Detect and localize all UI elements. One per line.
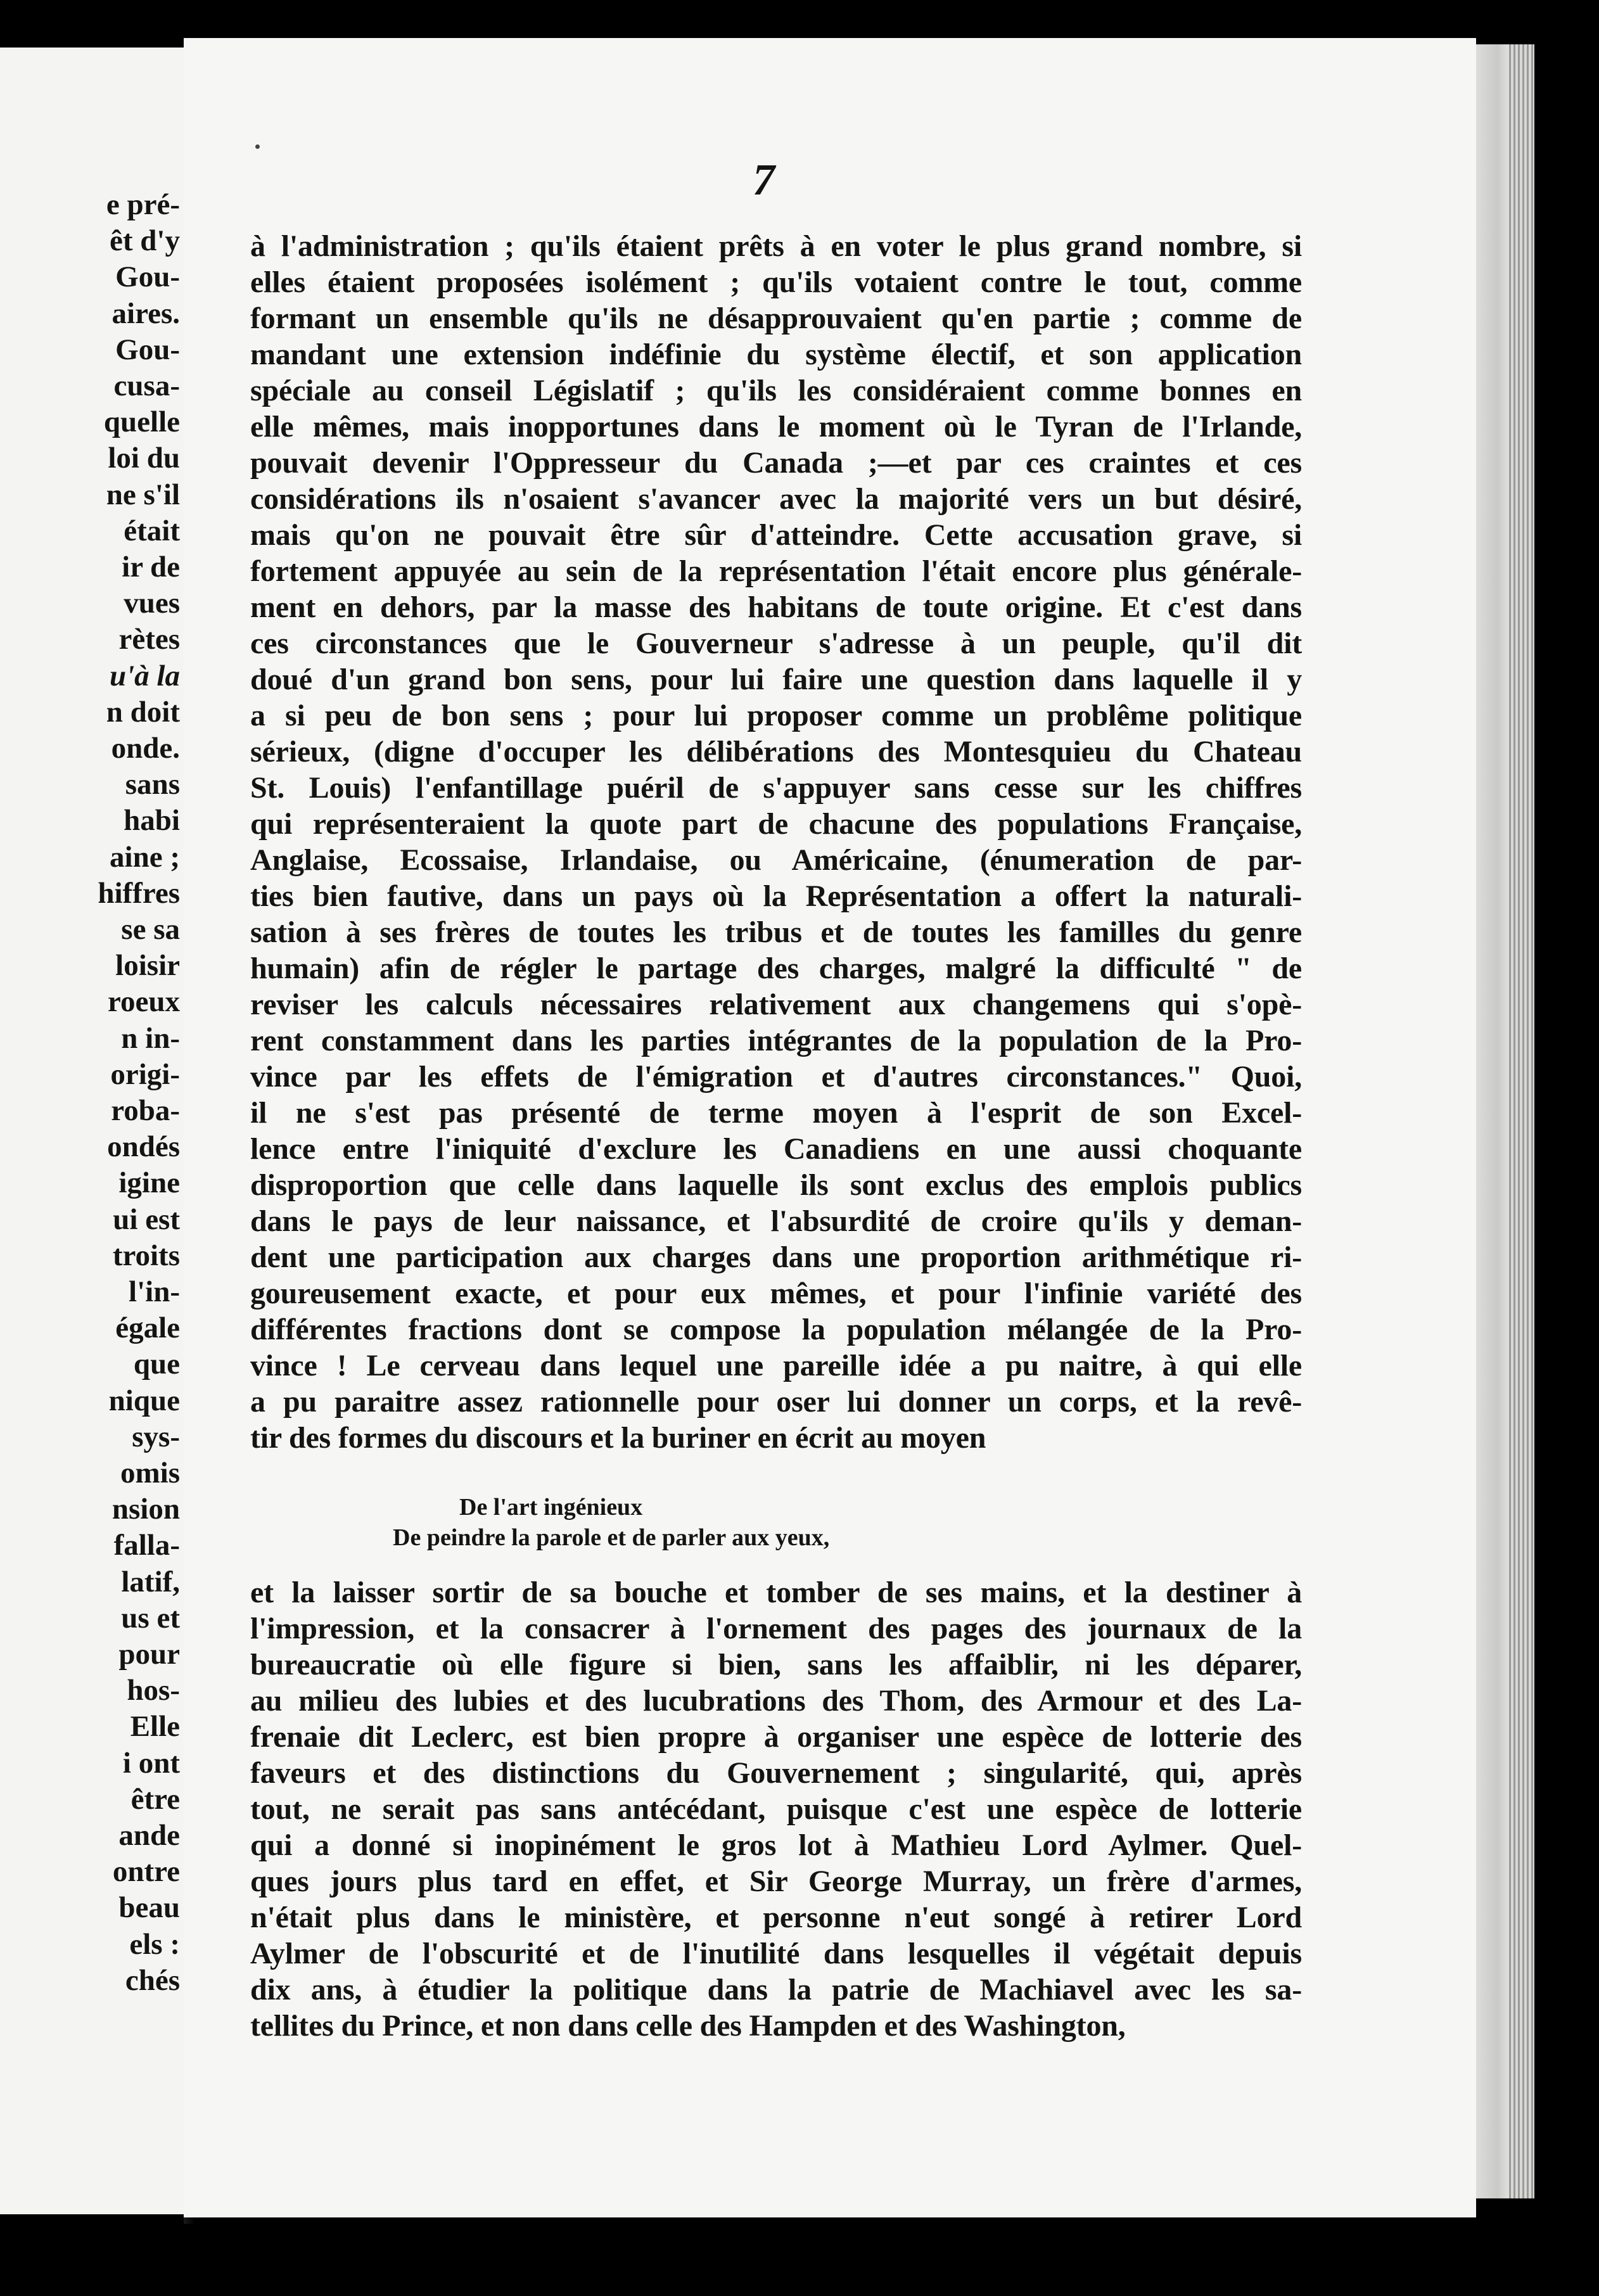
text-line: considérations ils n'osaient s'avancer avec la majorité vers un but désiré, — [250, 482, 1302, 516]
text-line: frenaie dit Leclerc, est bien propre à organiser une espèce de lotterie des — [250, 1720, 1302, 1754]
left-page-fragment: se sa — [121, 913, 180, 946]
text-line: et la laisser sortir de sa bouche et tomber de ses mains, et la destiner à — [250, 1576, 1302, 1609]
text-line: formant un ensemble qu'ils ne désapprouvaient qu'en partie ; comme de — [250, 302, 1302, 335]
left-page-fragment: us et — [121, 1601, 180, 1635]
text-line: mais qu'on ne pouvait être sûr d'atteindre. Cette accusation grave, si — [250, 518, 1302, 552]
text-line: Aylmer de l'obscurité et de l'inutilité dans lesquelles il végétait depuis — [250, 1937, 1302, 1970]
left-page-fragment: nsion — [111, 1493, 180, 1526]
text-line: lence entre l'iniquité d'exclure les Canadiens en une aussi choquante — [250, 1132, 1302, 1166]
left-page-fragment: loisir — [115, 949, 180, 983]
left-page-fragment: latif, — [121, 1565, 180, 1598]
left-page-fragment: troits — [112, 1239, 180, 1272]
text-line: sation à ses frères de toutes les tribus et de toutes les familles du genre — [250, 915, 1302, 949]
left-page-fragment: igine — [118, 1166, 180, 1200]
text-line: mandant une extension indéfinie du système électif, et son application — [250, 338, 1302, 371]
text-line: Anglaise, Ecossaise, Irlandaise, ou Américaine, (énumeration de par- — [250, 843, 1302, 877]
text-line: ment en dehors, par la masse des habitans de toute origine. Et c'est dans — [250, 590, 1302, 624]
left-page-fragment: Gou- — [115, 333, 180, 366]
text-line: qui représenteraient la quote part de chacune des populations Française, — [250, 807, 1302, 841]
text-line: St. Louis) l'enfantillage puéril de s'appuyer sans cesse sur les chiffres — [250, 771, 1302, 805]
text-line: au milieu des lubies et des lucubrations des Thom, des Armour et des La- — [250, 1684, 1302, 1718]
left-page-fragment: sys- — [132, 1420, 180, 1453]
left-page-fragment: ui est — [113, 1202, 180, 1236]
left-page-fragment: aires. — [111, 297, 180, 330]
text-line: qui a donné si inopinément le gros lot à Mathieu Lord Aylmer. Quel- — [250, 1828, 1302, 1862]
left-page-fragment: aine ; — [110, 840, 180, 874]
left-page-fragment: chés — [125, 1963, 180, 1997]
left-page-fragment: els : — [129, 1927, 180, 1961]
text-line: a pu paraitre assez rationnelle pour oser lui donner un corps, et la revê- — [250, 1385, 1302, 1419]
print-speck — [255, 144, 260, 149]
text-line: il ne s'est pas présenté de terme moyen à l'esprit de son Excel- — [250, 1096, 1302, 1130]
left-facing-page — [0, 48, 186, 2214]
left-page-fragment: ondés — [107, 1130, 180, 1164]
left-page-fragment: origi- — [110, 1057, 180, 1091]
text-line: ces circonstances que le Gouverneur s'adresse à un peuple, qu'il dit — [250, 627, 1302, 660]
left-page-fragment: ne s'il — [106, 478, 180, 511]
left-page-fragment: roba- — [111, 1094, 180, 1127]
left-page-fragment: loi du — [108, 442, 180, 475]
text-line: elle mêmes, mais inopportunes dans le moment où le Tyran de l'Irlande, — [250, 410, 1302, 443]
left-page-fragment: Elle — [130, 1710, 180, 1744]
left-page-fragment: être — [131, 1782, 180, 1816]
left-page-fragment: était — [124, 514, 180, 547]
left-page-fragment: hos- — [127, 1674, 180, 1707]
text-line: pouvait devenir l'Oppresseur du Canada ;—et par ces craintes et ces — [250, 446, 1302, 480]
left-page-fragment: falla- — [113, 1529, 180, 1562]
left-page-fragment: ande — [118, 1819, 180, 1852]
left-page-fragment: rètes — [118, 623, 180, 656]
text-line: humain) afin de régler le partage des charges, malgré la difficulté " de — [250, 952, 1302, 985]
text-line: tout, ne serait pas sans antécédant, puisque c'est une espèce de lotterie — [250, 1792, 1302, 1826]
text-line: a si peu de bon sens ; pour lui proposer comme un problême politique — [250, 699, 1302, 732]
left-page-fragment: Gou- — [115, 260, 180, 294]
left-page-fragment: roeux — [107, 985, 180, 1019]
text-line: tellites du Prince, et non dans celle des Hampden et des Washington, — [250, 2009, 1126, 2043]
text-line: à l'administration ; qu'ils étaient prêts à en voter le plus grand nombre, si — [250, 229, 1302, 263]
left-page-fragment: pour — [118, 1638, 180, 1671]
left-page-fragment: ontre — [112, 1855, 180, 1889]
left-page-fragment: ir de — [122, 551, 180, 584]
left-page-fragment: n doit — [106, 695, 180, 729]
text-line: ties bien fautive, dans un pays où la Représentation a offert la naturali- — [250, 879, 1302, 913]
text-line: sérieux, (digne d'occuper les délibérations des Montesquieu du Chateau — [250, 735, 1302, 769]
left-page-fragment: nique — [108, 1384, 180, 1417]
text-line: doué d'un grand bon sens, pour lui faire une question dans laquelle il y — [250, 663, 1302, 696]
text-line: rent constamment dans les parties intégrantes de la population de la Pro- — [250, 1024, 1302, 1057]
text-line: dix ans, à étudier la politique dans la patrie de Machiavel avec les sa- — [250, 1973, 1302, 2006]
text-line: goureusement exacte, et pour eux mêmes, et pour l'infinie variété des — [250, 1277, 1302, 1310]
left-page-fragment: êt d'y — [110, 224, 180, 258]
text-line: tir des formes du discours et la buriner en écrit au moyen — [250, 1421, 986, 1455]
quotation — [250, 1492, 1302, 1553]
left-page-fragment: beau — [118, 1891, 180, 1925]
left-page-fragment: quelle — [103, 405, 180, 439]
left-page-fragment: n in- — [121, 1021, 180, 1055]
text-line: reviser les calculs nécessaires relativement aux changemens qui s'opè- — [250, 988, 1302, 1021]
text-line: disproportion que celle dans laquelle ils sont exclus des emplois publics — [250, 1168, 1302, 1202]
page-number: 7 — [753, 156, 775, 205]
left-page-fragment: omis — [120, 1457, 180, 1489]
left-page-fragment: u'à la — [109, 659, 180, 692]
text-line: vince par les effets de l'émigration et d'autres circonstances." Quoi, — [250, 1060, 1302, 1094]
left-page-fragment: habi — [124, 804, 180, 838]
text-line: dans le pays de leur naissance, et l'absurdité de croire qu'ils y deman- — [250, 1204, 1302, 1238]
left-page-fragment: l'in- — [129, 1275, 180, 1308]
text-line: vince ! Le cerveau dans lequel une pareille idée a pu naitre, à qui elle — [250, 1349, 1302, 1382]
text-line: fortement appuyée au sein de la représentation l'était encore plus générale- — [250, 554, 1302, 588]
text-line: faveurs et des distinctions du Gouvernement ; singularité, qui, après — [250, 1756, 1302, 1790]
text-line: spéciale au conseil Législatif ; qu'ils les considéraient comme bonnes en — [250, 374, 1302, 407]
text-line: elles étaient proposées isolément ; qu'ils votaient contre le tout, comme — [250, 265, 1302, 299]
left-page-fragment: onde. — [111, 732, 180, 765]
quotation-line-2: De peindre la parole et de parler aux yeux, — [393, 1524, 830, 1551]
text-line: dent une participation aux charges dans une proportion arithmétique ri- — [250, 1240, 1302, 1274]
text-line: l'impression, et la consacrer à l'ornement des pages des journaux de la — [250, 1612, 1302, 1645]
left-page-fragment: vues — [124, 587, 180, 620]
left-page-fragment: i ont — [122, 1746, 180, 1780]
left-page-fragment: e pré- — [106, 188, 180, 221]
quotation-line-1: De l'art ingénieux — [459, 1494, 643, 1521]
left-page-fragment: que — [133, 1348, 180, 1381]
text-line: n'était plus dans le ministère, et personne n'eut songé à retirer Lord — [250, 1901, 1302, 1934]
body-paragraph-2 — [250, 1574, 1302, 2044]
left-page-fragment: égale — [115, 1311, 180, 1345]
text-line: ques jours plus tard en effet, et Sir George Murray, un frère d'armes, — [250, 1865, 1302, 1898]
left-page-fragment: cusa- — [113, 369, 180, 402]
left-page-fragment: hiffres — [98, 876, 180, 910]
body-paragraph-1 — [250, 228, 1302, 1456]
text-line: bureaucratie où elle figure si bien, sans les affaiblir, ni les déparer, — [250, 1648, 1302, 1681]
left-page-fragment: sans — [125, 768, 180, 801]
text-line: différentes fractions dont se compose la population mélangée de la Pro- — [250, 1313, 1302, 1346]
